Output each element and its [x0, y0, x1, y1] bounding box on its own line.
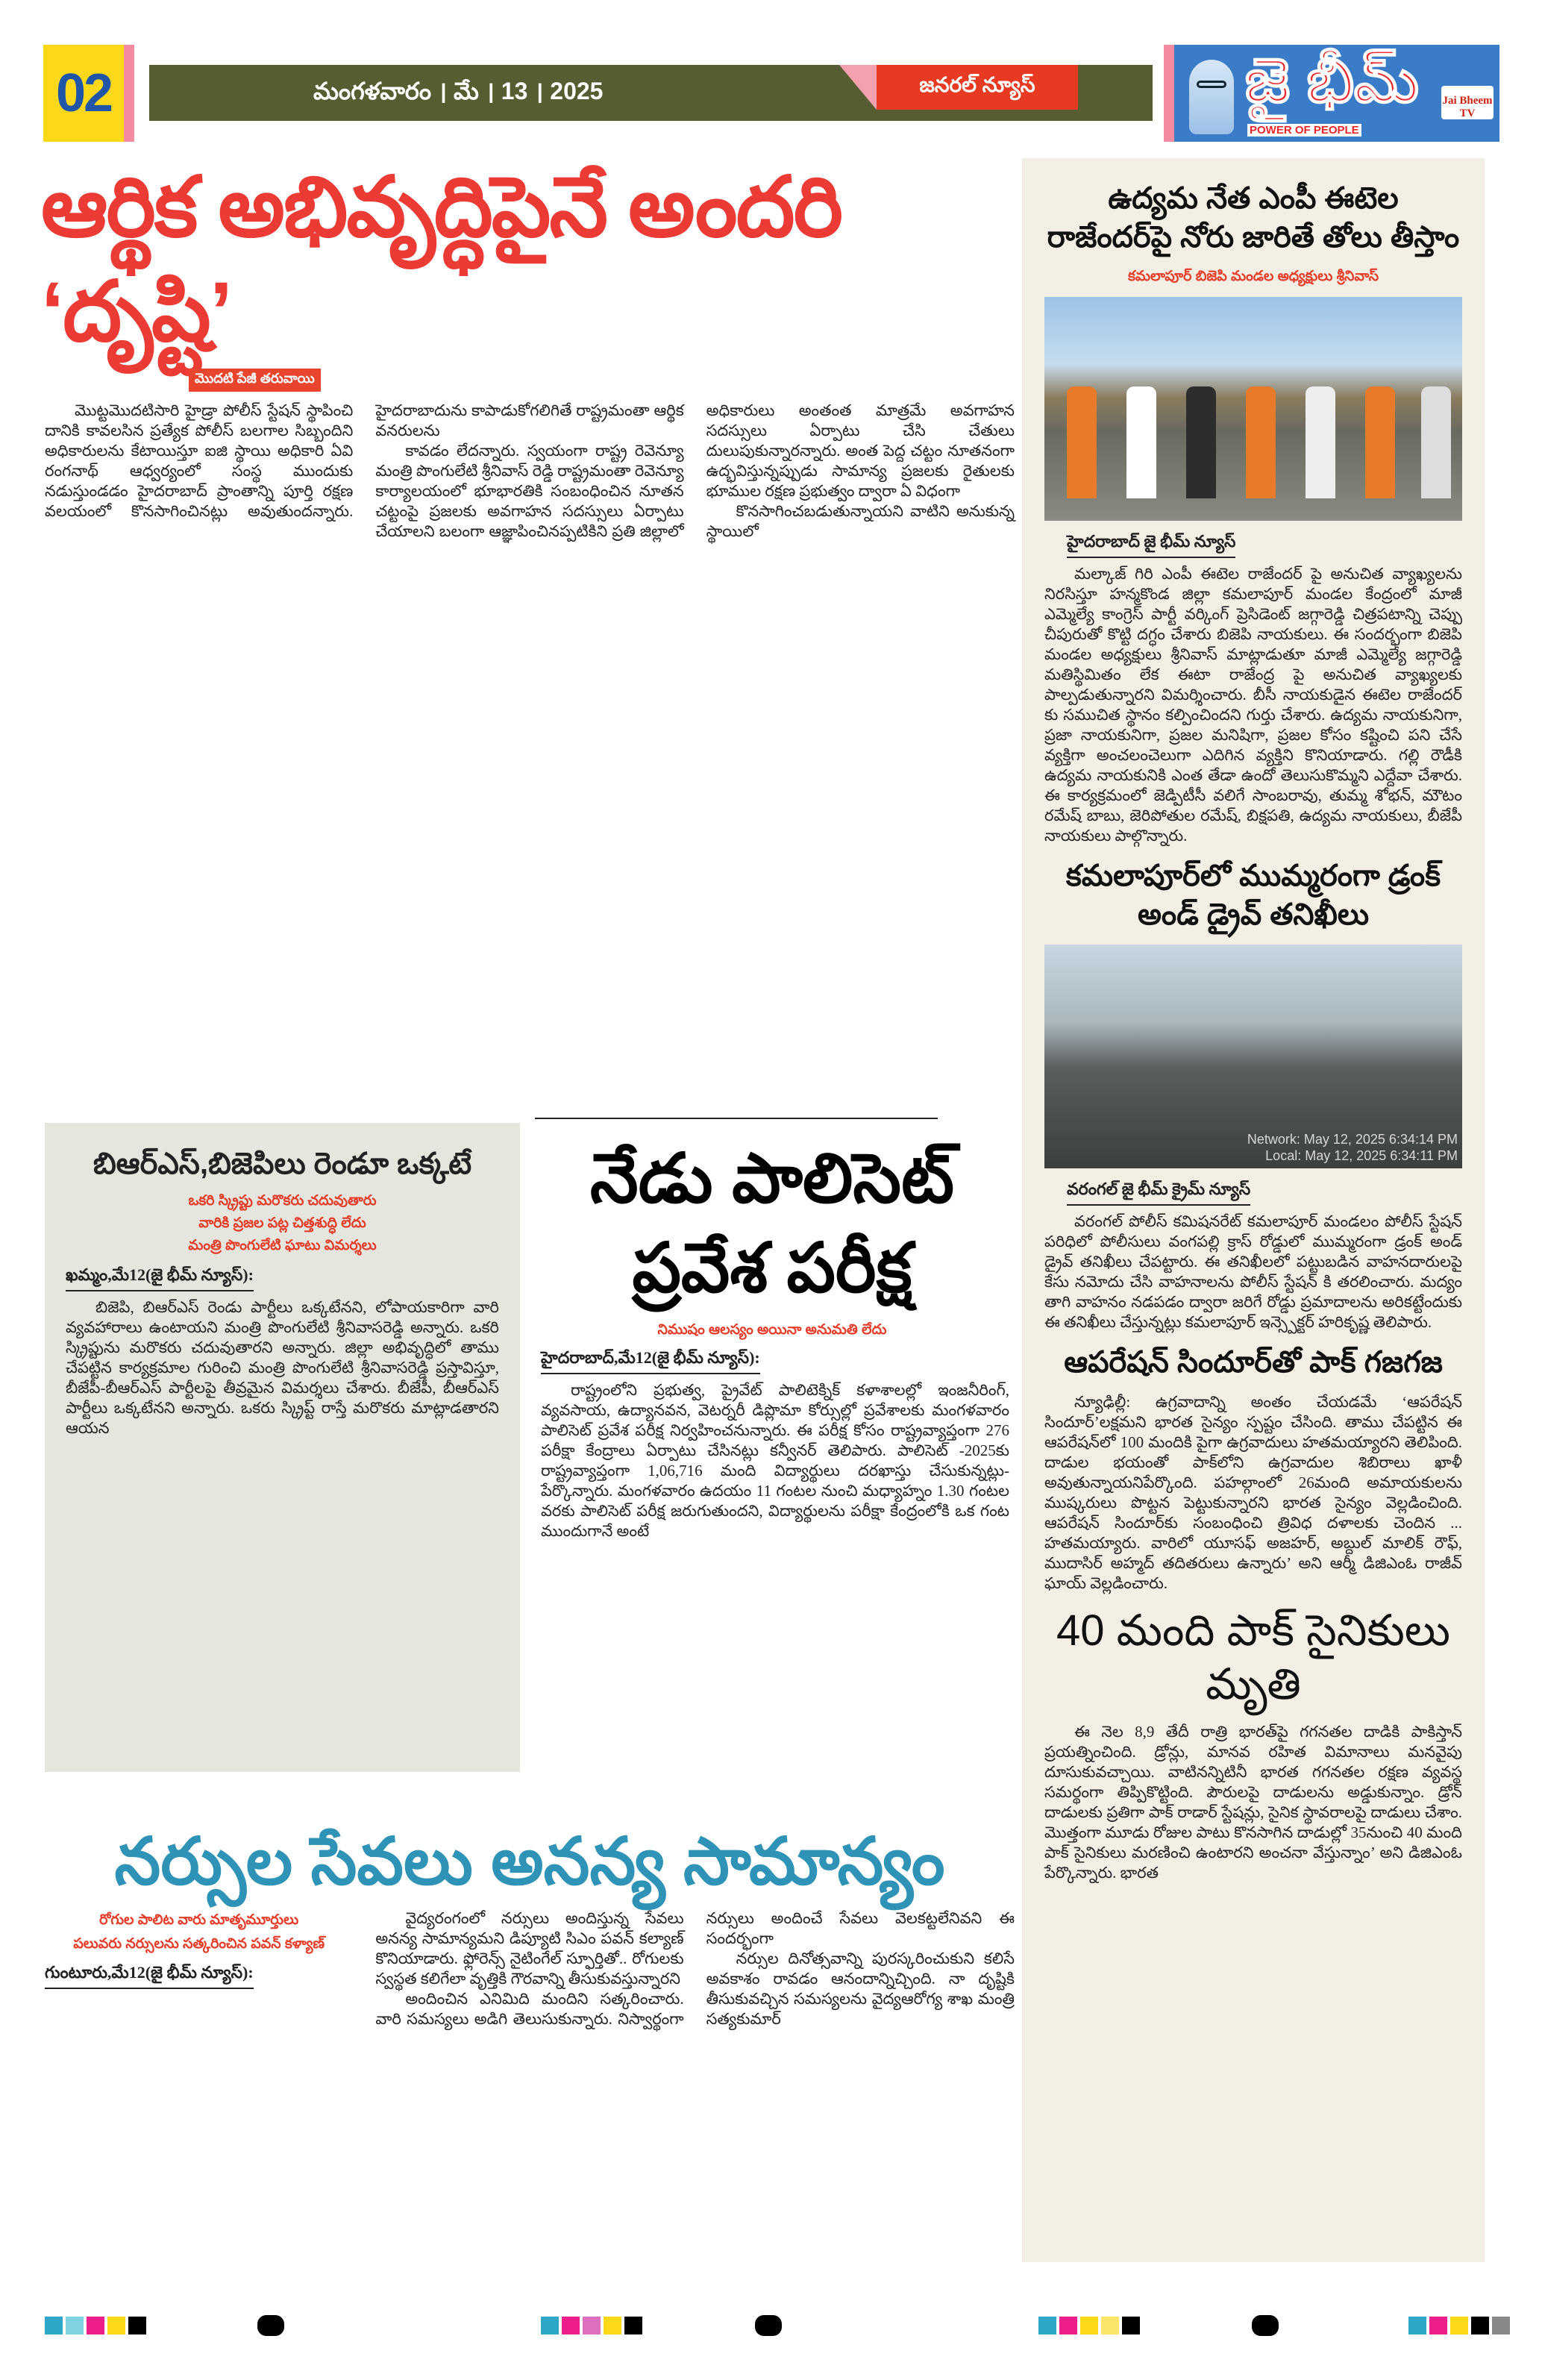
brs-bjp-story — [45, 1123, 520, 1772]
photo-timestamp-local: Local: May 12, 2025 6:34:11 PM — [1265, 1148, 1458, 1163]
glasses-icon — [1197, 81, 1226, 88]
nurses-body — [45, 1908, 1015, 2029]
logo-title: జై భీమ్ — [1245, 47, 1419, 115]
paragraph: ఈ నెల 8,9 తేదీ రాత్రి భారత్‌పై గగనతల దాడికి పాకిస్తాన్ ప్రయత్నించింది. డ్రోన్లు, మానవ రహిత విమానాలు మనవైపు దూసుకువచ్చాయి. వాటినన్నిటినీ భారత గగనతల రక్షణ వ్యవస్థ సమర్థంగా తిప్పికొట్టింది. పౌరులపై దాడులను అడ్డుకున్నాం. డ్రోన్ దాడులకు ప్రతిగా పాక్ రాడార్ స్టేషన్లు, సైనిక స్థావరాలపై దాడులు చేశాం. మొత్తంగా మూడు రోజుల పాటు కొనసాగిన దాడుల్లో 35నుంచి 40 మంది పాక్ సైనికులు మరణించి ఉంటారని అంచనా వేస్తున్నాం’ అని డిజిఎంఓ పేర్కొన్నారు. భారత — [1044, 1723, 1462, 1882]
color-registration-bar — [45, 2317, 146, 2334]
paragraph: న్యూఢిల్లీ: ఉగ్రవాదాన్ని అంతం చేయడమే ‘ఆపరేషన్ సిందూర్’లక్షమని భారత సైన్యం స్పష్టం చేసింది. తాము చేపట్టిన ఈ ఆపరేషన్‌లో 100 మందికి పైగా ఉగ్రవాదులు హతమయ్యారని తెలిపింది. దాడుల భయంతో పాక్‌లోని ఉగ్రవాదుల శిబిరాలు ఖాళీ అవుతున్నాయనిపేర్కొంది. పహల్గాంలో 26మంది అమాయకులను ముష్కరులు పొట్టన పెట్టుకున్నారని భారత సైన్యం వెల్లడించింది. ఆపరేషన్ సిందూర్‌కు సంబంధించి త్రివిధ దళాలకు చెందిన ... హతమయ్యారు. వారిలో యూసఫ్ అజహర్, అబ్దుల్ మాలిక్ రౌఫ్, ముదాసిర్ అహ్మద్ తదితరులు ఉన్నారు’ అని ఆర్మీ డిజిఎంఓ రాజీవ్ ఘాయ్ వెల్లడించారు. — [1044, 1393, 1462, 1592]
polycet-story — [535, 1134, 1009, 1806]
story4-body — [1044, 1722, 1462, 1883]
color-registration-bar — [1408, 2317, 1510, 2334]
divider — [535, 1118, 938, 1119]
paragraph: నర్సుల దినోత్సవాన్ని పురస్కరించుకుని కలిసే అవకాశం రావడం ఆనందాన్నిచ్చింది. నా దృష్టికి తీసుకువచ్చిన సమస్యలను వైద్యఆరోగ్య శాఖ మంత్రి సత్యకుమార్ — [706, 1950, 1015, 2028]
nurses-subheadline: రోగుల పాలిట వారు మాతృమూర్తులు — [99, 1912, 299, 1928]
polycet-headline: నేడు పాలిసెట్ ప్రవేశ పరీక్ష — [590, 1141, 954, 1306]
polycet-subheadline: నిముషం ఆలస్యం అయినా అనుమతి లేదు — [657, 1322, 887, 1338]
nurses-subheadline: పలువరు నర్సులను సత్కరించిన పవన్ కళ్యాణ్ — [73, 1936, 325, 1952]
polycet-body — [535, 1347, 1009, 1541]
ambedkar-portrait-icon — [1189, 60, 1234, 134]
nurses-story — [45, 1820, 1015, 2029]
brs-subheadline: మంత్రి పొంగులేటి ఘాటు విమర్శలు — [188, 1238, 377, 1253]
story1-subheadline: కమలాపూర్ బిజెపి మండల అధ్యక్షులు శ్రీనివాస్ — [1127, 269, 1379, 284]
paragraph: వరంగల్ పోలీస్ కమిషనరేట్ కమలాపూర్ మండలం పోలీస్ స్టేషన్ పరిధిలో పోలీసులు వంగపల్లి క్రాస్ రోడ్డులో ముమ్మరంగా డ్రంక్ అండ్ డ్రైవ్ తనిఖీలు చేపట్టారు. ఈ తనిఖీలలో పట్టుబడిన వాహనదారులపై కేసు నమోదు చేసి వాహనాలను పోలీస్ స్టేషన్ కి తరలించారు. మద్యం తాగి వాహనం నడపడం ద్వారా జరిగే రోడ్డు ప్రమాదాలను అరికట్టేందుకు ఈ తనిఖీలు చేస్తున్నట్లు కమలాపూర్ ఇన్స్పెక్టర్ హరికృష్ణ తెలిపారు. — [1044, 1212, 1462, 1331]
story2-body — [1044, 1179, 1462, 1333]
main-headline: ఆర్థిక అభివృద్ధిపైనే అందరి ‘దృష్టి’ — [41, 160, 842, 358]
story3-headline: ఆపరేషన్ సిందూర్‌తో పాక్ గజగజ — [1064, 1346, 1443, 1379]
main-story — [41, 155, 1015, 542]
story3-body — [1044, 1392, 1462, 1594]
color-registration-bar — [541, 2317, 642, 2334]
brs-dateline: ఖమ్మం,మే12(జై భీమ్ న్యూస్): — [66, 1265, 254, 1291]
logo-tagline: POWER OF PEOPLE — [1247, 124, 1361, 137]
continued-tag: మొదటి పేజీ తరువాయి — [189, 369, 321, 392]
polycet-dateline: హైదరాబాద్,మే12(జై భీమ్ న్యూస్): — [541, 1347, 760, 1374]
color-registration-bar — [1038, 2317, 1140, 2334]
paragraph: కావడం లేదన్నారు. స్వయంగా రాష్ట్ర రెవెన్యూ మంత్రి పొంగులేటి శ్రీనివాస్ రెడ్డి రాష్ట్రమంతా రెవెన్యూ కార్యాలయంలో భూభారతికి సంబంధించిన నూతన చట్టంపై ప్రజలకు అవగాహన సదస్సులు ఏర్పాటు చేయాలని బలంగా ఆజ్ఞాపించినప్పటికిని ప్రతి జిల్లాలో అధికారులు అంతంత మాత్రమే అవగాహన సదస్సులు ఏర్పాటు చేసి చేతులు దులుపుకున్నారన్నారు. అంత పెద్ద చట్టం నూతనంగా ఉద్భవిస్తున్నప్పుడు సామాన్య ప్రజలకు రైతులకు భూముల రక్షణ ప్రభుత్వం ద్వారా ఏ విధంగా — [375, 401, 1015, 540]
nurses-dateline: గుంటూరు,మే12(జై భీమ్ న్యూస్): — [45, 1962, 254, 1989]
paragraph: బిజెపి, బిఆర్ఎస్ రెండు పార్టీలు ఒక్కటేనని, లోపాయకారిగా వారి వ్యవహారాలు ఉంటాయని మంత్రి పొంగులేటి శ్రీనివాసరెడ్డి అన్నారు. ఒకరి స్క్రిప్టును మరొకరు చదువుతారని అన్నారు. జిల్లా అభివృద్ధిలో తాము చేపట్టిన కార్యక్రమాల గురించి మంత్రి పొంగులేటి శ్రీనివాసరెడ్డి ప్రస్తావిస్తూ, బీజేపీ-బీఆర్ఎస్ పార్టీలపై తీవ్రమైన విమర్శలు చేశారు. బీజేపీ, బీఆర్ఎస్ పార్టీలు ఒక్కటేనని అన్నారు. ఒకరు స్క్రిప్ట్ రాస్తే మరొకరు మాట్లాడతారని ఆయన — [66, 1298, 499, 1437]
page-number: 02 — [43, 45, 134, 142]
protest-photo — [1044, 297, 1462, 521]
newspaper-logo — [1164, 45, 1499, 142]
registration-mark — [755, 2315, 782, 2336]
issue-date: మంగళవారం । మే । 13 । 2025 — [313, 78, 604, 104]
story1-headline: ఉద్యమ నేత ఎంపీ ఈటెల రాజేందర్‌పై నోరు జారితే తోలు తీస్తాం — [1047, 182, 1460, 254]
brs-subheadline: ఒకరి స్క్రిప్టు మరొకరు చదువుతారు — [188, 1193, 377, 1209]
paragraph: అందించిన ఎనిమిది మందిని సత్కరించారు. వారి సమస్యలు అడిగి తెలుసుకున్నారు. నిస్వార్థంగా నర్సులు అందించే సేవలు వెలకట్టలేనివని ఈ సందర్భంగా — [375, 1909, 1015, 2028]
paragraph: మొట్టమొదటిసారి హైడ్రా పోలీస్ స్టేషన్ స్థాపించి దానికి కావలసిన ప్రత్యేక పోలీస్ బలగాల సిబ్బందిని అధికారులను కేటాయిస్తూ ఐజి స్థాయి అధికారి ఏవి రంగనాథ్ ఆధ్వర్యంలో సంస్థ ముందుకు నడుస్తుండడం హైదరాబాద్ ప్రాంతాన్ని పూర్తి రక్షణ వలయంలో కొనసాగించినట్లు అవుతుందన్నారు. హైదరాబాదును కాపాడుకోగలిగితే రాష్ట్రమంతా ఆర్థిక వనరులను — [45, 401, 684, 520]
story2-headline: కమలాపూర్‌లో ముమ్మరంగా డ్రంక్ అండ్ డ్రైవ్ తనిఖీలు — [1065, 859, 1441, 931]
story1-body — [1044, 531, 1462, 846]
logo-tv: Jai Bheem TV — [1441, 86, 1494, 119]
paragraph: రాష్ట్రంలోని ప్రభుత్వ, ప్రైవేట్ పాలిటెక్నిక్ కళాశాలల్లో ఇంజనీరింగ్, వ్యవసాయ, ఉద్యానవన, వెటర్నరీ డిప్లొమా కోర్సుల్లో ప్రవేశాలకు మంగళవారం పాలిసెట్ ప్రవేశ పరీక్ష నిర్వహించనున్నారు. ఈ పరీక్ష కోసం రాష్ట్రవ్యాప్తంగా 276 పరీక్షా కేంద్రాలు ఏర్పాటు చేసినట్లు కన్వీనర్ తెలిపారు. పాలిసెట్ -2025కు రాష్ట్రవ్యాప్తంగా 1,06,716 మంది విద్యార్థులు దరఖాస్తు చేసుకున్నట్లు- పేర్కొన్నారు. మంగళవారం ఉదయం 11 గంటల నుంచి మధ్యాహ్నం 1.30 గంటల వరకు పాలిసెట్ పరీక్ష జరుగుతుందని, విద్యార్థులను పరీక్షా కేంద్రంలోకి ఒక గంట ముందుగానే అంటే — [541, 1381, 1009, 1540]
registration-mark — [257, 2315, 284, 2336]
paragraph: మల్కాజ్ గిరి ఎంపీ ఈటెల రాజేందర్ పై అనుచిత వ్యాఖ్యలను నిరసిస్తూ హన్మకొండ జిల్లా కమలాపూర్ మండల కేంద్రంలో మాజీ ఎమ్మెల్యే కాంగ్రెస్ పార్టీ వర్కింగ్ ప్రెసిడెంట్ జగ్గారెడ్డి చిత్రపటాన్ని చెప్పు చీపురుతో కొట్టి దగ్ధం చేశారు బిజెపి నాయకులు. ఈ సందర్భంగా బిజెపి మండల అధ్యక్షులు శ్రీనివాస్ మాట్లాడుతూ మాజీ ఎమ్మెల్యే జగ్గారెడ్డి మతిస్థిమితం లేక ఈటా రాజేంద్ర పై అనుచిత వ్యాఖ్యలకు పాల్పడుతున్నారని విమర్శించారు. బీసీ నాయకుడైన ఈటెల రాజేందర్ కు సముచిత స్థానం కల్పించిందని గుర్తు చేశారు. ఉద్యమ నాయకునిగా, ప్రజా నాయకునిగా, ప్రజల మనిషిగా, ప్రజల కోసం కష్టించి పని చేసే వ్యక్తిగా అంచలంచెలుగా ఎదిగిన వ్యక్తిని కొనియాడారు. గల్లి రౌడీకి ఉద్యమ నాయకునికి ఎంత తేడా ఉందో తెలుసుకొమ్మని ఎద్దేవా చేశారు. ఈ కార్యక్రమంలో జెడ్పిటీసీ వలిగే సాంబరావు, తుమ్మ శోభన్, మౌటం రమేష్ బాబు, జెరిపోతుల రమేష్, బిక్షపతి, ఉద్యమ నాయకులు, బీజేపీ నాయకులు పాల్గొన్నారు. — [1044, 565, 1462, 845]
drunk-drive-check-photo — [1044, 945, 1462, 1168]
registration-mark — [1252, 2315, 1279, 2336]
section-label: జనరల్ న్యూస్ — [877, 65, 1078, 110]
right-sidebar — [1022, 158, 1485, 2262]
paragraph: కొనసాగించబడుతున్నాయని వాటిని అనుకున్న స్థాయిలో — [706, 502, 1015, 540]
story2-dateline: వరంగల్ జై భీమ్ క్రైమ్ న్యూస్ — [1067, 1179, 1250, 1206]
brs-headline: బిఆర్ఎస్,బిజెపిలు రెండూ ఒక్కటే — [93, 1147, 472, 1180]
main-story-body — [45, 401, 1015, 542]
story4-headline: 40 మంది పాక్ సైనికులు మృతి — [1056, 1606, 1451, 1709]
nurses-headline: నర్సుల సేవలు అనన్య సామాన్యం — [114, 1824, 945, 1898]
photo-timestamp-network: Network: May 12, 2025 6:34:14 PM — [1247, 1132, 1458, 1147]
story1-dateline: హైదరాబాద్ జై భీమ్ న్యూస్ — [1067, 531, 1235, 558]
brs-subheadline: వారికి ప్రజల పట్ల చిత్తశుద్ధి లేదు — [198, 1215, 366, 1231]
nurses-subheadlines — [45, 1908, 353, 1956]
paragraph: వైద్యరంగంలో నర్సులు అందిస్తున్న సేవలు అనన్య సామాన్యమని డిప్యూటి సిఎం పవన్ కల్యాణ్ కొనియాడారు. ఫ్లోరెన్స్ నైటింగేల్ స్ఫూర్తితో.. రోగులకు స్వస్థత కలిగేలా వృత్తికి గౌరవాన్ని తీసుకువస్తున్నారని — [375, 1909, 684, 1988]
